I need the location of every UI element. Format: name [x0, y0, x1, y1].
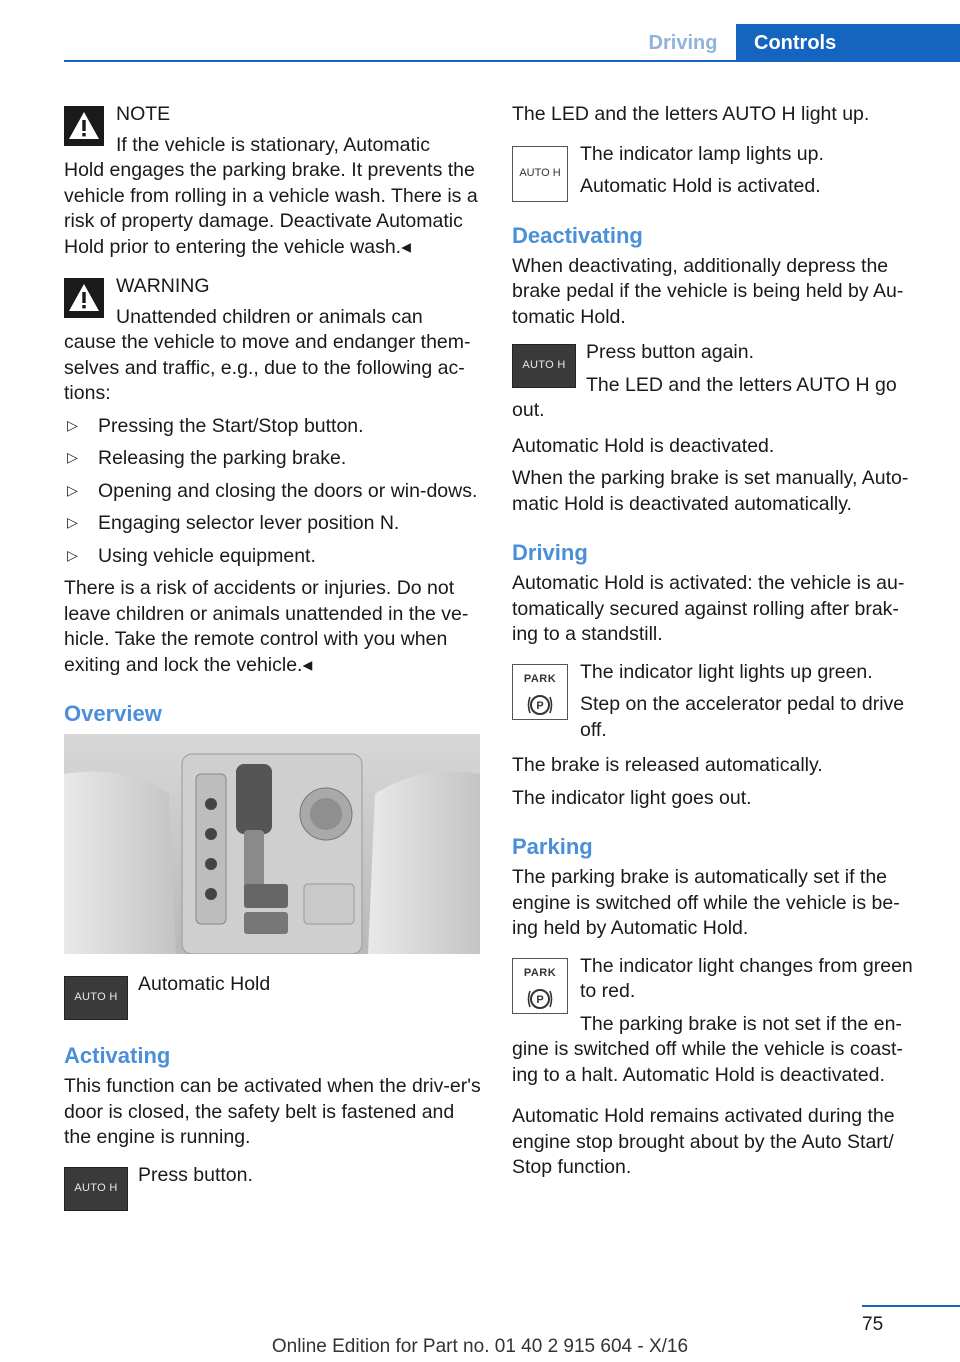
lamp-line2: Automatic Hold is activated.	[580, 175, 821, 197]
warning-closing: There is a risk of accidents or injuries. Do not leave children or animals unattended in the ve-hicle. Take the remote control with you when exiting and lock the vehicle.◂	[64, 577, 469, 676]
center-console-photo	[64, 734, 480, 954]
activating-text: This function can be activated when the driv-er's door is closed, the safety belt is fastened and the engine is running.	[64, 1075, 481, 1148]
left-column	[64, 102, 482, 1221]
overview-autoh-row	[64, 972, 482, 1020]
activating-press-text: Press button.	[138, 1163, 253, 1186]
driving-green-text: The indicator light lights up green.	[580, 660, 873, 683]
deactivating-heading: Deactivating	[512, 222, 643, 248]
deactivating-press-text: Press button again.	[586, 341, 755, 363]
overview-heading: Overview	[64, 701, 162, 726]
right-column	[512, 102, 924, 1188]
led-text: The LED and the letters AUTO H light up.	[512, 103, 870, 125]
list-item: ▷ Pressing the Start/Stop button.	[67, 414, 364, 437]
note-block	[64, 102, 482, 260]
list-item: ▷ Engaging selector lever position N.	[67, 512, 400, 534]
warning-block	[64, 274, 482, 678]
auto-h-button-icon: AUTO H	[64, 976, 128, 1020]
deactivated-text: Automatic Hold is deactivated.	[512, 434, 775, 457]
park-brake-icon: PARK P	[512, 958, 568, 1014]
park-brake-icon: PARK P	[512, 664, 568, 720]
deactivating-led-rest: out.	[512, 399, 545, 421]
driving-goes-out-text: The indicator light goes out.	[512, 786, 752, 809]
bullet-triangle-icon: ▷	[67, 449, 78, 465]
parking-heading: Parking	[512, 834, 593, 859]
parking-remains-text: Automatic Hold remains activated during the engine stop brought about by the Auto Start/ Stop function.	[512, 1105, 895, 1178]
deactivating-led-line1: The LED and the letters AUTO H go	[586, 373, 897, 396]
parking-change-text: The indicator light changes from green to red.	[580, 954, 913, 1002]
list-item: ▷ Opening and closing the doors or win-dows.	[67, 479, 478, 502]
footer-edition: Online Edition for Part no. 01 40 2 915 604 - X/16	[271, 1336, 689, 1357]
warning-triangle-icon	[64, 278, 104, 318]
bullet-triangle-icon: ▷	[67, 481, 78, 498]
note-title: NOTE	[116, 103, 171, 125]
indicator-lamp-row	[512, 142, 924, 200]
deactivating-press-row	[512, 340, 924, 424]
warning-line1: Unattended children or animals can	[116, 305, 423, 328]
bullet-triangle-icon: ▷	[67, 546, 78, 563]
activating-press-row	[64, 1163, 482, 1211]
note-text: Hold engages the parking brake. It prevents the vehicle from rolling in a vehicle wash. There is a risk of property damage. Deactivate Automatic Hold prior to entering the vehicle wash.◂	[64, 159, 478, 258]
activating-heading: Activating	[64, 1043, 171, 1068]
svg-text:P: P	[536, 700, 544, 713]
bullet-triangle-icon: ▷	[67, 514, 78, 530]
svg-text:P: P	[536, 994, 544, 1007]
parking-notset-rest: gine is switched off while the vehicle is coast-ing to a halt. Automatic Hold is deactivated.	[512, 1038, 903, 1086]
bullet-triangle-icon: ▷	[67, 416, 78, 433]
warning-bullet-list	[64, 414, 482, 570]
footer-rule	[862, 1305, 960, 1307]
auto-h-button-icon: AUTO H	[64, 1167, 128, 1211]
driving-text: Automatic Hold is activated: the vehicle is au-tomatically secured against rolling after brak-ing to a standstill.	[512, 572, 905, 645]
header-rule	[64, 60, 960, 62]
driving-released-text: The brake is released automatically.	[512, 754, 823, 776]
deactivating-text: When deactivating, additionally depress the brake pedal if the vehicle is being held by Au-tomatic Hold.	[512, 254, 904, 328]
overview-caption: Automatic Hold	[138, 973, 271, 995]
parking-text: The parking brake is automatically set if the engine is switched off while the vehicle is be-ing held by Automatic Hold.	[512, 866, 900, 939]
auto-h-indicator-icon: AUTO H	[512, 146, 568, 202]
lamp-line1: The indicator lamp lights up.	[580, 142, 824, 165]
parking-indicator-row	[512, 954, 924, 1089]
manual-text: When the parking brake is set manually, Auto-matic Hold is deactivated automatically.	[512, 467, 909, 515]
parking-notset-line1: The parking brake is not set if the en-	[580, 1012, 902, 1035]
header-section-tab: Driving	[648, 31, 718, 54]
warning-text: cause the vehicle to move and endanger them-selves and traffic, e.g., due to the following ac-tions:	[64, 331, 471, 404]
list-item: ▷ Releasing the parking brake.	[67, 447, 347, 469]
driving-step-text: Step on the accelerator pedal to drive off.	[580, 693, 905, 741]
list-item: ▷ Using vehicle equipment.	[67, 544, 316, 567]
driving-heading: Driving	[512, 540, 588, 565]
driving-indicator-row	[512, 660, 924, 744]
header-chapter-tab: Controls	[736, 24, 960, 62]
warning-triangle-icon	[64, 106, 104, 146]
warning-title: WARNING	[116, 275, 210, 297]
auto-h-button-icon: AUTO H	[512, 344, 576, 388]
page-number: 75	[862, 1314, 884, 1335]
note-line1: If the vehicle is stationary, Automatic	[116, 133, 430, 156]
